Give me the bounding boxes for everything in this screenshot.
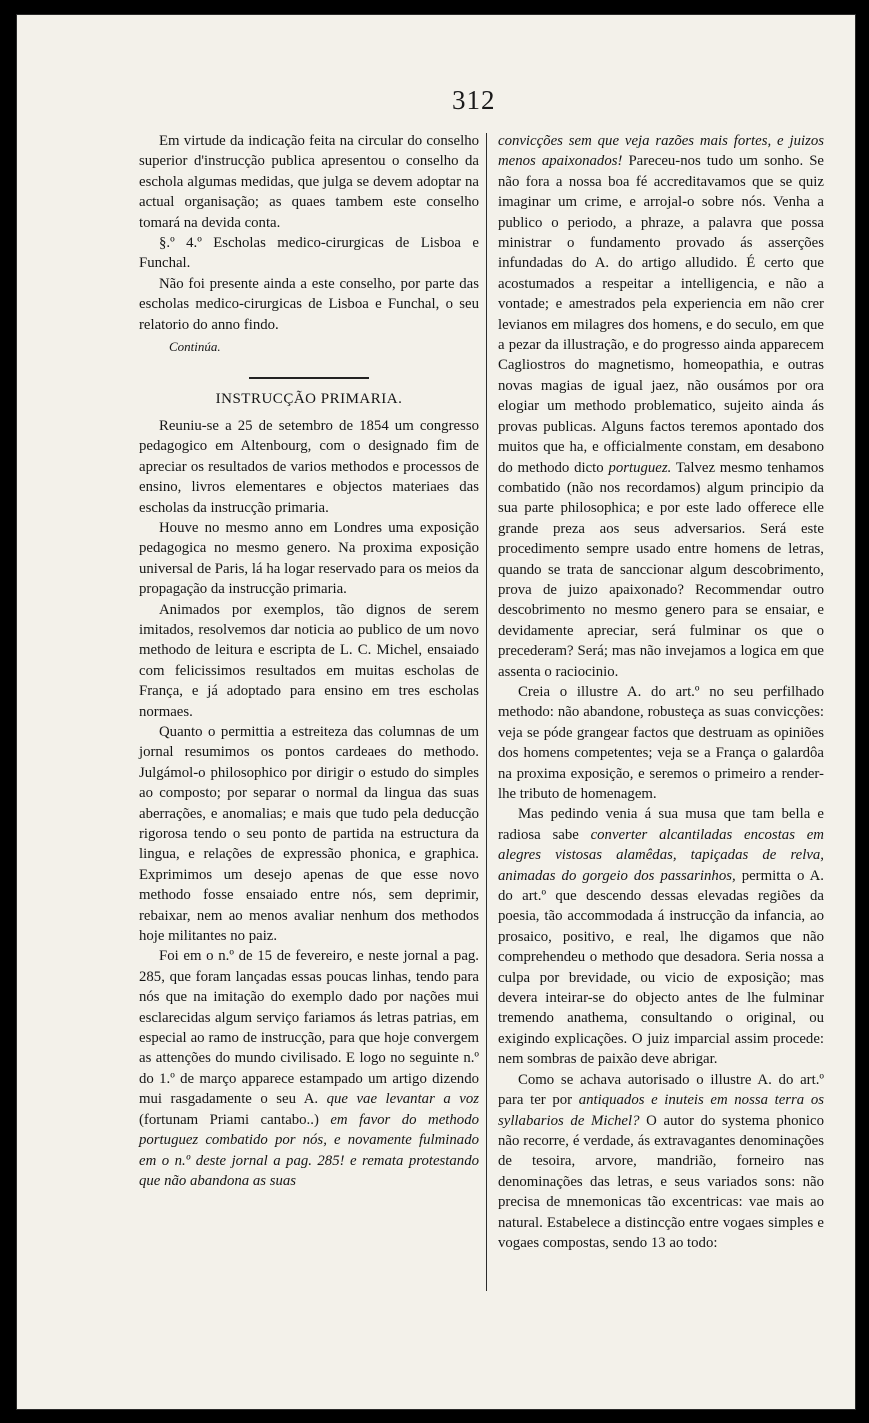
paragraph: Creia o illustre A. do art.º no seu perfilhado methodo: não abandone, robusteça as suas convicções: veja se póde grangear factos que destruam as opiniões dos homens competentes; veja se a França o galardôa na proxima exposição, e seremos o primeiro a render-lhe tributo de homenagem. <box>498 683 824 802</box>
paragraph <box>498 1070 824 1254</box>
italic-run: em favor do methodo portuguez combatido por nós, e novamente fulminado em o n.º deste jornal a pag. 285! e remata protestando que não abandona as suas <box>139 1111 479 1189</box>
section-subheading: §.º 4.º Escholas medico-cirurgicas de Lisboa e Funchal. <box>139 235 479 272</box>
left-column <box>139 131 479 1191</box>
page-number: 312 <box>452 85 496 115</box>
column-divider <box>486 133 487 1291</box>
text-run: Talvez mesmo tenhamos combatido (não nos recordamos) algum principio da sua parte philosophica; e por este lado offerece elle grande preza aos seus adversarios. Será este procedimento sempre usado entre homens de letras, quando se trata de sanccionar algum descobrimento, prova de juizo apaixonado? Recommendar outro descobrimento no mesmo genero para se ensaiar, e devidamente apreciar, será fulminar os que o precederam? Será; mas não invejamos a logica em que assenta o raciocinio. <box>498 459 824 680</box>
text-run: O autor do systema phonico não recorre, é verdade, ás extravagantes denominações de tesoira, arvore, mandrião, forneiro nas denominações das letras, e seus variados sons: não precisa de mnemonicas tão excentricas: vae mais ao natural. Estabelece a distincção entre vogaes simples e vogaes compostas, sendo 13 ao todo: <box>498 1112 824 1251</box>
paragraph <box>498 131 824 682</box>
section-heading: INSTRUCÇÃO PRIMARIA. <box>215 391 403 408</box>
newspaper-page <box>16 14 856 1410</box>
paragraph: Animados por exemplos, tão dignos de serem imitados, resolvemos dar noticia ao publico de um novo methodo de leitura e escripta de L. C. Michel, ensaiado com felicissimos resultados em muitas escholas de França, e já adoptado para ensino em tres escholas normaes. <box>139 601 479 720</box>
section-rule <box>249 377 369 379</box>
paragraph: Houve no mesmo anno em Londres uma exposição pedagogica no mesmo genero. Na proxima exposição universal de Paris, lá ha logar reservado para os meios da propagação da instrucção primaria. <box>139 519 479 598</box>
italic-run: converter alcantiladas encostas em alegres vistosas alamêdas, tapiçadas de relva, animadas do gorgeio dos passarinhos, <box>498 826 824 884</box>
paragraph <box>498 804 824 1069</box>
italic-run: portuguez. <box>608 459 672 476</box>
text-run: Mas pedindo venia á sua musa que tam bella e radiosa sabe <box>498 806 824 843</box>
paragraph: Quanto o permittia a estreiteza das columnas de um jornal resumimos os pontos cardeaes do methodo. Julgámol-o philosophico por dirigir o estudo do simples ao composto; por separar o normal da lingua das suas aberrações, e anomalias; e mais que tudo pela deducção rigorosa tendo o seu ponto de partida na estructura da lingua, e relações de expressão phonica, e graphica. Exprimimos um desejo apenas de que esse novo methodo fosse ensaiado entre nós, sem deprimir, rebaixar, nem ao menos avaliar nenhum dos methodos hoje militantes no paiz. <box>139 723 479 945</box>
text-run: permitta o A. do art.º que descendo dessas elevadas regiões da poesia, tão accommodada á instrucção da infancia, ao prosaico, positivo, e real, lhe digamos que não comprehendeu o methodo que desadora. Seria nossa a culpa por brevidade, ou vicio de exposição; mas devera inteirar-se do objecto antes de lhe fulminar tremendo anathema, consultando o original, ou exigindo explicações. O juiz imparcial assim procede: nem sombras de paixão deve abrigar. <box>498 867 824 1068</box>
italic-run: que vae levantar a voz <box>326 1091 479 1108</box>
paragraph: Em virtude da indicação feita na circular do conselho superior d'instrucção publica apresentou o conselho da eschola algumas medidas, que julga se devem adoptar na actual organisação; as quaes tambem este conselho tomará na devida conta. <box>139 133 479 231</box>
paragraph <box>139 946 479 1191</box>
text-run: Como se achava autorisado o illustre A. do art.º para ter por <box>498 1071 824 1109</box>
italic-run: antiquados e inuteis em nossa terra os syllabarios de Michel? <box>498 1092 824 1129</box>
text-run: Foi em o n.º de 15 de fevereiro, e neste jornal a pag. 285, que foram lançadas essas poucas linhas, tendo para nós que na imitação do exemplo dado por nações mui esclarecidas algum serviço fariamos ás letras patrias, em especial ao ramo de instrucção, para que hoje convergem as attenções do mundo civilisado. E logo no seguinte n.º do 1.º de março apparece estampado um artigo dizendo mui rasgadamente o seu A. <box>139 948 479 1108</box>
continua-note: Continúa. <box>169 339 221 355</box>
text-run: Pareceu-nos tudo um sonho. Se não fora a nossa boa fé accreditavamos que se quiz imaginar um crime, e arrojal-o sobre nós. Venha a publico o periodo, a phraze, a palavra que possa ministrar o fundamento provado ás asserções infundadas do A. do artigo alludido. É certo que acostumados a respeitar a intelligencia, e não a vontade; e amestrados pela experiencia em não crer levianos em milagres dos homens, e do seculo, em que a pezar da illustração, e do progresso ainda apparecem Cagliostros do magnetismo, homeopathia, e outras novas magias de igual jaez, não ousámos por ora elogiar um methodo problematico, sujeito ainda ás provas publicas. Alguns factos teremos apontado dos muitos que ha, e officialmente constam, em desabono do methodo dicto <box>498 153 824 476</box>
paragraph: Não foi presente ainda a este conselho, por parte das escholas medico-cirurgicas de Lisboa e Funchal, o seu relatorio do anno findo. <box>139 275 479 333</box>
right-column <box>498 131 824 1253</box>
italic-run: convicções sem que veja razões mais fortes, e juizos menos apaixonados! <box>498 133 824 170</box>
paragraph: Reuniu-se a 25 de setembro de 1854 um congresso pedagogico em Altenbourg, com o designado fim de apreciar os resultados de varios methodos e processos de ensino, livros elementares e objectos materiaes das escholas da instrucção primaria. <box>139 417 479 516</box>
text-run: (fortunam Priami cantabo..) <box>139 1111 319 1128</box>
